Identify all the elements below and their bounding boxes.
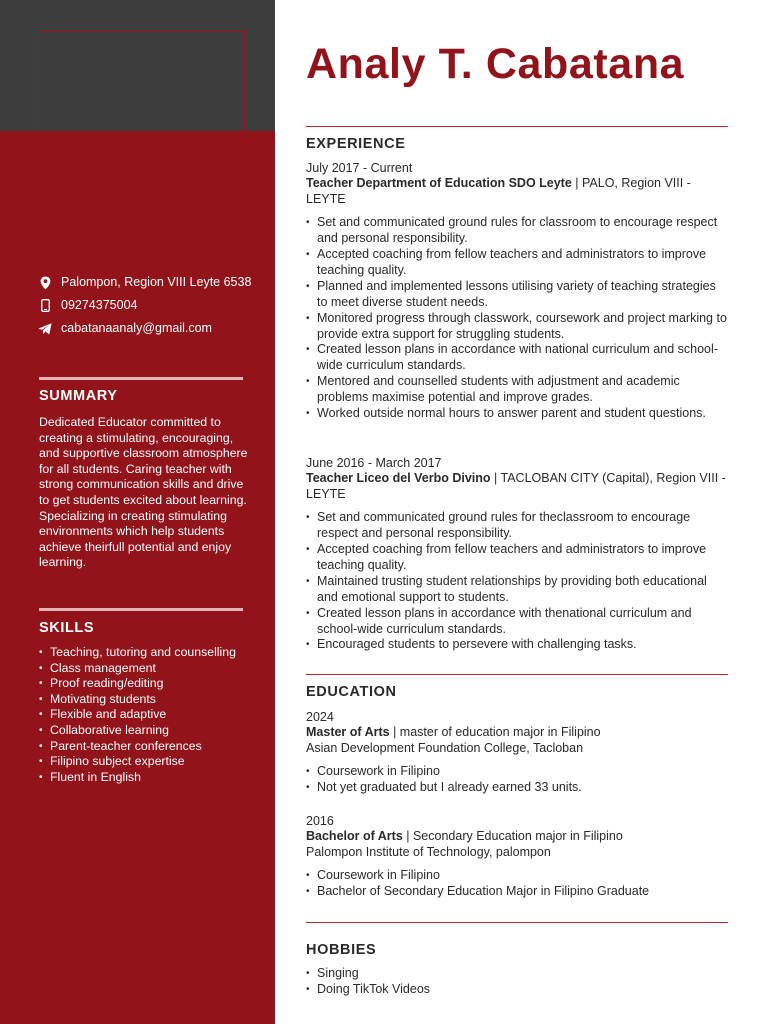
summary-divider [39,377,243,380]
contact-address [38,275,253,290]
job-duty: • Planned and implemented lessons utilising variety of teaching strategies to meet diverse student needs. [306,279,728,311]
job-duty: • Mentored and counselled students with adjustment and academic problems maximise potential and improve grades. [306,374,728,406]
education-year: 2024 [306,710,334,724]
skills-heading: SKILLS [39,620,95,636]
contact-email-text[interactable]: cabatanaanaly@gmail.com [61,321,212,335]
sidebar [0,0,275,1024]
job-title-line [306,471,728,502]
skill-item: • Fluent in English [39,770,244,786]
education-major: | master of education major in Filipino [389,725,601,740]
job-duty: • Created lesson plans in accordance with national curriculum and school-wide curriculum standards. [306,342,728,374]
education-heading: EDUCATION [306,684,397,700]
job-duty: • Set and communicated ground rules for classroom to encourage respect and personal responsibility. [306,215,728,247]
hobbies-section [306,958,728,998]
education-detail: • Not yet graduated but I already earned 33 units. [306,780,728,796]
job-dates: June 2016 - March 2017 [306,456,442,470]
education-entry [306,710,728,796]
education-degree: Bachelor of Arts [306,829,403,844]
job-duty: • Accepted coaching from fellow teachers and administrators to improve teaching quality. [306,542,728,574]
skill-item: • Filipino subject expertise [39,754,244,770]
summary-heading: SUMMARY [39,388,118,404]
job-duty: • Encouraged students to persevere with challenging tasks. [306,637,728,653]
job-duties [306,510,728,653]
summary-text: Dedicated Educator committed to creating a stimulating, encouraging, and supportive classroom atmosphere for all students. Caring teacher with strong communication skills and drive to get students excited about learning. Specializing in creating stimulating environments which help students achieve theirfull potential and enjoy learning. [39,415,248,570]
experience-heading: EXPERIENCE [306,136,406,152]
job-entry [306,456,728,653]
job-duty: • Accepted coaching from fellow teachers and administrators to improve teaching quality. [306,247,728,279]
job-location: | TACLOBAN CITY (Capital), Region VIII - LEYTE [306,471,726,501]
education-major: | Secondary Education major in Filipino [402,829,623,844]
education-entry [306,814,728,900]
job-duty: • Worked outside normal hours to answer parent and student questions. [306,406,728,422]
job-dates: July 2017 - Current [306,161,413,175]
phone-icon [38,298,52,313]
job-title: Teacher Department of Education SDO Leyte [306,176,572,191]
experience-divider [306,126,728,127]
job-duty: • Created lesson plans in accordance with thenational curriculum and school-wide curriculum standards. [306,606,728,638]
contact-info [38,275,253,344]
job-location: | PALO, Region VIII - LEYTE [306,176,691,206]
education-degree-line [306,725,728,740]
skill-item: • Class management [39,661,244,677]
skill-item: • Parent-teacher conferences [39,739,244,755]
job-duty: • Set and communicated ground rules for theclassroom to encourage respect and personal responsibility. [306,510,728,542]
education-year: 2016 [306,814,334,828]
contact-email [38,321,253,336]
job-entry [306,161,728,422]
education-school: Palompon Institute of Technology, palompon [306,844,551,859]
education-details [306,764,728,796]
hobby-item: • Doing TikTok Videos [306,982,728,998]
contact-phone-text[interactable]: 09274375004 [61,298,138,312]
job-duties [306,215,728,422]
skill-item: • Motivating students [39,692,244,708]
skills-divider [39,608,243,611]
contact-phone [38,298,253,313]
education-school: Asian Development Foundation College, Tacloban [306,740,584,755]
skill-item: • Flexible and adaptive [39,707,244,723]
education-detail: • Coursework in Filipino [306,868,728,884]
education-detail: • Coursework in Filipino [306,764,728,780]
skill-item: • Proof reading/editing [39,676,244,692]
job-duty: • Monitored progress through classwork, coursework and project marking to provide extra support for struggling students. [306,311,728,343]
location-pin-icon [38,275,52,290]
paper-plane-icon [38,321,52,336]
sidebar-header-band [0,0,275,131]
job-title-line [306,176,728,207]
education-degree: Master of Arts [306,725,390,740]
hobby-item: • Singing [306,966,728,982]
hobbies-heading: HOBBIES [306,942,377,958]
job-duty: • Maintained trusting student relationships by providing both educational and emotional support to students. [306,574,728,606]
contact-address-text: Palompon, Region VIII Leyte 6538 [61,275,252,289]
hobbies-list [306,966,728,998]
photo-placeholder [39,30,245,131]
education-detail: • Bachelor of Secondary Education Major in Filipino Graduate [306,884,728,900]
education-details [306,868,728,900]
skill-item: • Teaching, tutoring and counselling [39,645,244,661]
job-title: Teacher Liceo del Verbo Divino [306,471,491,486]
skills-list [39,645,244,785]
skill-item: • Collaborative learning [39,723,244,739]
hobbies-divider [306,922,728,923]
resume-name: Analy T. Cabatana [306,40,685,88]
education-divider [306,674,728,675]
education-degree-line [306,829,728,844]
